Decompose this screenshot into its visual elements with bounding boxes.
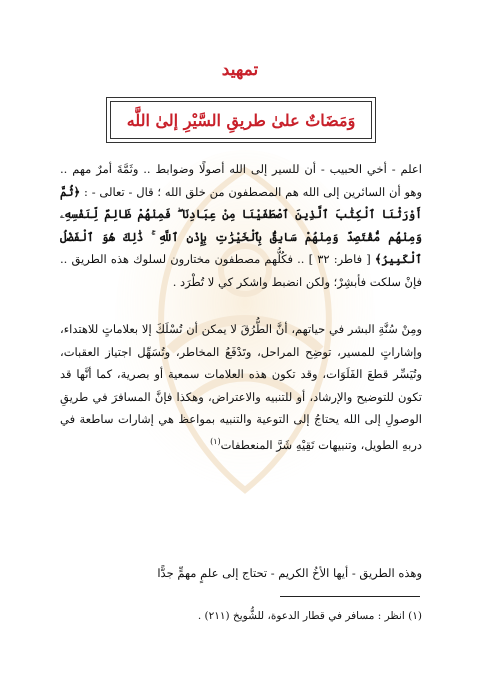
quran-verse: ﴿ثُمَّ أَوْرَثْنَا ٱلْكِتَٰبَ ٱلَّذِينَ ٱصْطَفَيْنَا مِنْ عِبَادِنَا ۖ فَمِنْهُمْ ظَالِمٌ لِّنَفْسِهِۦ وَمِنْهُم مُّقْتَصِدٌ وَمِنْهُمْ سَابِقٌۢ بِٱلْخَيْرَٰتِ بِإِذْنِ ٱللَّهِ ۚ ذَٰلِكَ هُوَ ٱلْفَضْلُ ٱلْكَبِيرُ﴾ bbox=[60, 184, 422, 266]
paragraph-1-rest: [ فاطر: ٣٢ ] .. فكُلُّهم مصطفون مختارون لسلوك هذه الطريق .. فإنْ سلكت فأبشِرْ؛ ولكن انضبط واشكر كي لا تُطْرَد . bbox=[60, 252, 422, 289]
footnote-marker: (١) bbox=[210, 436, 221, 446]
chapter-title: وَمَضَاتٌ علىٰ طريقِ السَّيْرِ إلىٰ اللَّه bbox=[126, 110, 356, 130]
footnote: (١) انظر : مسافر في قطار الدعوة، للشُّويخ (٢١١) . bbox=[197, 610, 422, 622]
paragraph-3: وهذه الطريق - أيها الأخُ الكريم - تحتاج إلى علمٍ مهمٍّ جدًّا bbox=[157, 566, 422, 580]
paragraph-2 bbox=[60, 318, 422, 456]
paragraph-1 bbox=[60, 158, 422, 293]
paragraph-2-text: ومِنْ سُنَّةِ البشر في حياتهم، أنَّ الطُّرُقَ لا يمكن أن تُسْلَكَ إلا بعلاماتٍ للاهتداء، وإشاراتٍ للمسير، توضِح المراحل، وتَدْفَعُ المخاطر، وتُسَهِّل اجتياز العقبات، وتُيَسِّر قطعَ الفَلَوَات، وقد تكون هذه العلامات سمعية أو بصرية، كما أنَّها قد تكون للتوضيح والإرشاد، أو للتنبيه والاعتراض، وهكذا فإنَّ المسافرَ في طريقِ الوصولِ إلى الله يحتاجُ إلى التوعية والتنبيه بمواعظ هي إشارات ساطعة في دربهِ الطويل، وتنبيهات تَقِيْهِ شَرَّ المنعطفات bbox=[60, 322, 422, 452]
paragraph-1-intro: اعلم - أخي الحبيب - أن للسير إلى الله أصولًا وضوابط .. وثَمَّةَ أمرٌ مهم .. وهو أن السائرين إلى الله هم المصطفون من خلق الله ؛ قال - تعالى - : bbox=[60, 162, 422, 199]
footnote-divider bbox=[280, 596, 420, 597]
chapter-heading: تمهيد bbox=[221, 60, 259, 80]
title-frame bbox=[106, 97, 376, 143]
